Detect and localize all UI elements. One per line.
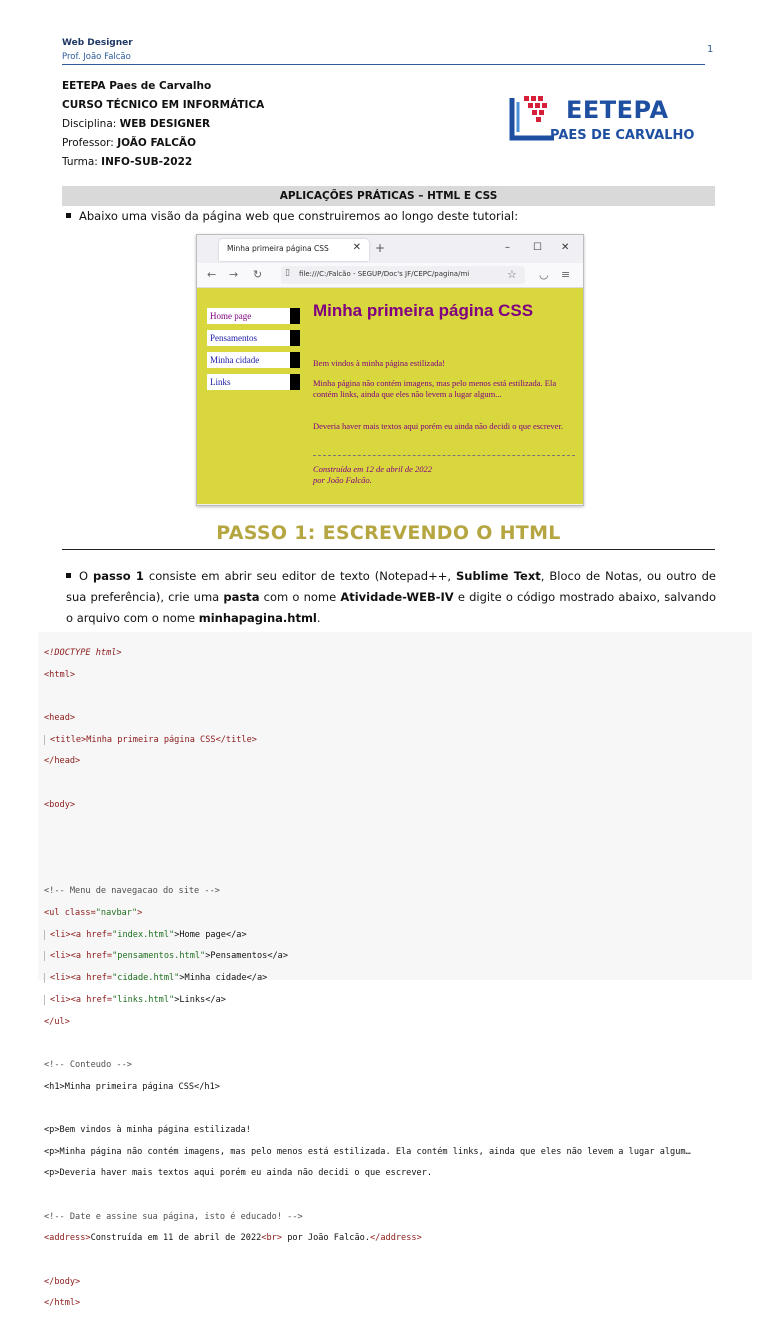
code-attr: href=: [86, 994, 113, 1005]
vp-paragraph-3: Deveria haver mais textos aqui porém eu ainda não decidi o que escrever.: [313, 421, 563, 431]
code-text: por João Falcão.: [282, 1233, 370, 1244]
discipline-value: WEB DESIGNER: [119, 118, 211, 130]
p-text: consiste em abrir seu editor de texto (Notepad++,: [143, 569, 457, 583]
code-tag: >: [137, 908, 143, 919]
p-bold-file: minhapagina.html: [198, 611, 317, 625]
browser-navbar: [197, 263, 583, 288]
page-number: 1: [707, 44, 714, 55]
code-comment: <!-- Date e assine sua página, isto é educado! -->: [44, 1211, 303, 1222]
p-bold-folder: Atividade-WEB-IV: [340, 590, 454, 604]
pocket-icon[interactable]: ◡: [539, 268, 549, 281]
code-text: <p>Bem vindos à minha página estilizada!: [44, 1124, 251, 1135]
vp-address-line2: por João Falcão.: [313, 475, 372, 485]
code-comment: <!-- Conteudo -->: [44, 1059, 132, 1070]
code-line: [44, 865, 691, 876]
p-bold-passo: passo 1: [93, 569, 144, 583]
code-line: [44, 951, 691, 962]
code-tag: <ul: [44, 908, 65, 919]
code-line: [44, 1233, 691, 1244]
close-icon[interactable]: ✕: [352, 242, 361, 253]
code-attr: href=: [86, 929, 113, 940]
vp-heading: Minha primeira página CSS: [313, 301, 534, 320]
vp-nav-home[interactable]: Home page: [207, 308, 300, 324]
browser-tab[interactable]: [219, 239, 369, 261]
star-icon[interactable]: ☆: [507, 268, 517, 281]
browser-screenshot: [196, 234, 584, 506]
window-close-icon[interactable]: ✕: [561, 242, 570, 253]
code-line: [44, 713, 691, 724]
passo-heading: PASSO 1: ESCREVENDO O HTML: [216, 522, 561, 544]
code-line: [44, 973, 691, 984]
logo-subtitle: PAES DE CARVALHO: [550, 128, 695, 143]
code-string: "navbar": [95, 908, 138, 919]
class-line: [62, 156, 192, 168]
course-name: CURSO TÉCNICO EM INFORMÁTICA: [62, 99, 265, 111]
p-text: e digite o código mostrado abaixo, salvando o arquivo com o nome: [66, 590, 716, 625]
code-comment: <!-- Menu de navegacao do site -->: [44, 886, 220, 897]
browser-viewport: [197, 288, 583, 504]
code-tag: <head>: [44, 712, 76, 723]
code-text: Construída em 11 de abril de 2022: [90, 1233, 262, 1244]
code-tag: <br>: [261, 1233, 283, 1244]
code-tag: </body>: [44, 1276, 81, 1287]
code-tag: </ul>: [44, 1016, 70, 1027]
code-tag: <address>: [44, 1233, 91, 1244]
minimize-icon[interactable]: –: [505, 242, 510, 253]
vp-nav-links[interactable]: Links: [207, 374, 300, 390]
code-line: [44, 1255, 691, 1266]
code-tag: <html>: [44, 669, 76, 680]
passo-paragraph: [66, 566, 716, 629]
code-text: <p>Minha página não contém imagens, mas pelo menos está estilizada. Ela contém links, ainda que eles não levem a lugar algum…: [44, 1146, 691, 1157]
tab-title: Minha primeira página CSS: [227, 244, 329, 253]
intro-text: Abaixo uma visão da página web que construiremos ao longo deste tutorial:: [79, 209, 519, 223]
code-line: [44, 1082, 691, 1093]
code-text: >Pensamentos</a>: [205, 951, 289, 962]
maximize-icon[interactable]: ☐: [533, 242, 542, 253]
code-line: [44, 735, 691, 746]
p-text: com o nome: [259, 590, 341, 604]
code-text: >Home page</a>: [174, 929, 247, 940]
forward-icon[interactable]: →: [229, 268, 239, 281]
code-line: [44, 1103, 691, 1114]
code-line: [44, 1298, 691, 1309]
vp-divider: [313, 455, 575, 456]
code-string: "links.html": [112, 994, 175, 1005]
file-icon: ▯: [285, 268, 290, 278]
intro-bullet: [66, 206, 518, 226]
code-line: [44, 1060, 691, 1071]
code-line: [44, 1017, 691, 1028]
url-text: file:///C:/Falcão - SEGUP/Doc's JF/CEPC/pagina/mi: [299, 270, 470, 278]
code-line: [44, 930, 691, 941]
code-tag: </head>: [44, 756, 81, 767]
code-line: [44, 1168, 691, 1179]
professor-value: JOÃO FALCÃO: [117, 137, 196, 149]
code-line: [44, 778, 691, 789]
code-line: [44, 995, 691, 1006]
code-line: [44, 800, 691, 811]
professor-line: [62, 137, 196, 149]
code-tag: </html>: [44, 1298, 81, 1309]
menu-icon[interactable]: ≡: [561, 268, 571, 281]
header-subtitle: Prof. João Falcão: [62, 52, 131, 62]
code-line: [44, 1212, 691, 1223]
code-tag: <li><a: [50, 973, 87, 984]
code-line: [44, 648, 691, 659]
vp-paragraph-2: Minha página não contém imagens, mas pelo menos está estilizada. Ela contém links, ainda que eles não levem a lugar algum...: [313, 378, 557, 399]
code-line: [44, 821, 691, 832]
code-tag: <li><a: [50, 929, 87, 940]
logo-title: EETEPA: [566, 96, 669, 124]
vp-address-line1: Construída em 12 de abril de 2022: [313, 464, 432, 474]
p-text: O: [79, 569, 94, 583]
code-content: [44, 637, 691, 1331]
code-line: [44, 1277, 691, 1288]
code-tag: </address>: [370, 1233, 422, 1244]
code-string: "pensamentos.html": [112, 951, 206, 962]
section-title-bar: [62, 186, 715, 206]
code-text: <h1>Minha primeira página CSS</h1>: [44, 1081, 220, 1092]
p-bold-pasta: pasta: [223, 590, 260, 604]
code-tag: <li><a: [50, 994, 87, 1005]
bullet-icon: [66, 573, 71, 578]
new-tab-icon[interactable]: +: [375, 241, 386, 255]
professor-label: Professor:: [62, 137, 118, 149]
browser-tabbar: [197, 235, 583, 263]
p-bold-sublime: Sublime Text: [456, 569, 541, 583]
url-bar[interactable]: [281, 266, 525, 284]
school-name: EETEPA Paes de Carvalho: [62, 80, 212, 92]
code-line: [44, 1190, 691, 1201]
code-string: "cidade.html": [112, 973, 180, 984]
back-icon[interactable]: ←: [207, 268, 217, 281]
p-text: , Bloco de Notas, ou outro de sua preferência), crie uma: [66, 569, 716, 604]
code-doctype: <!DOCTYPE html>: [44, 647, 122, 658]
vp-paragraph-1: Bem vindos à minha página estilizada!: [313, 358, 445, 368]
code-line: [44, 756, 691, 767]
vp-nav-cidade[interactable]: Minha cidade: [207, 352, 300, 368]
header-divider: [62, 64, 705, 65]
passo-divider: [62, 549, 715, 550]
class-value: INFO-SUB-2022: [101, 156, 193, 168]
code-text: >Minha cidade</a>: [179, 973, 268, 984]
code-line: [44, 1038, 691, 1049]
vp-address: [313, 464, 432, 486]
code-title-line: <title>Minha primeira página CSS</title>: [50, 734, 257, 745]
code-line: [44, 670, 691, 681]
code-string: "index.html": [112, 929, 175, 940]
code-line: [44, 691, 691, 702]
code-line: [44, 1125, 691, 1136]
code-line: [44, 1147, 691, 1158]
code-line: [44, 843, 691, 854]
bullet-icon: [66, 213, 71, 218]
code-tag: <li><a: [50, 951, 87, 962]
code-attr: class=: [64, 908, 96, 919]
code-text: >Links</a>: [174, 994, 226, 1005]
code-tag: <body>: [44, 799, 76, 810]
discipline-line: [62, 118, 210, 130]
vp-nav-pensamentos[interactable]: Pensamentos: [207, 330, 300, 346]
code-line: [44, 886, 691, 897]
code-attr: href=: [86, 973, 113, 984]
reload-icon[interactable]: ↻: [253, 268, 263, 281]
code-line: [44, 908, 691, 919]
p-text: .: [316, 611, 321, 625]
code-attr: href=: [86, 951, 113, 962]
section-title: APLICAÇÕES PRÁTICAS – HTML E CSS: [279, 190, 498, 202]
discipline-label: Disciplina:: [62, 118, 120, 130]
code-text: <p>Deveria haver mais textos aqui porém eu ainda não decidi o que escrever.: [44, 1168, 433, 1179]
class-label: Turma:: [62, 156, 102, 168]
header-title: Web Designer: [62, 38, 133, 48]
code-block: [38, 632, 752, 1309]
